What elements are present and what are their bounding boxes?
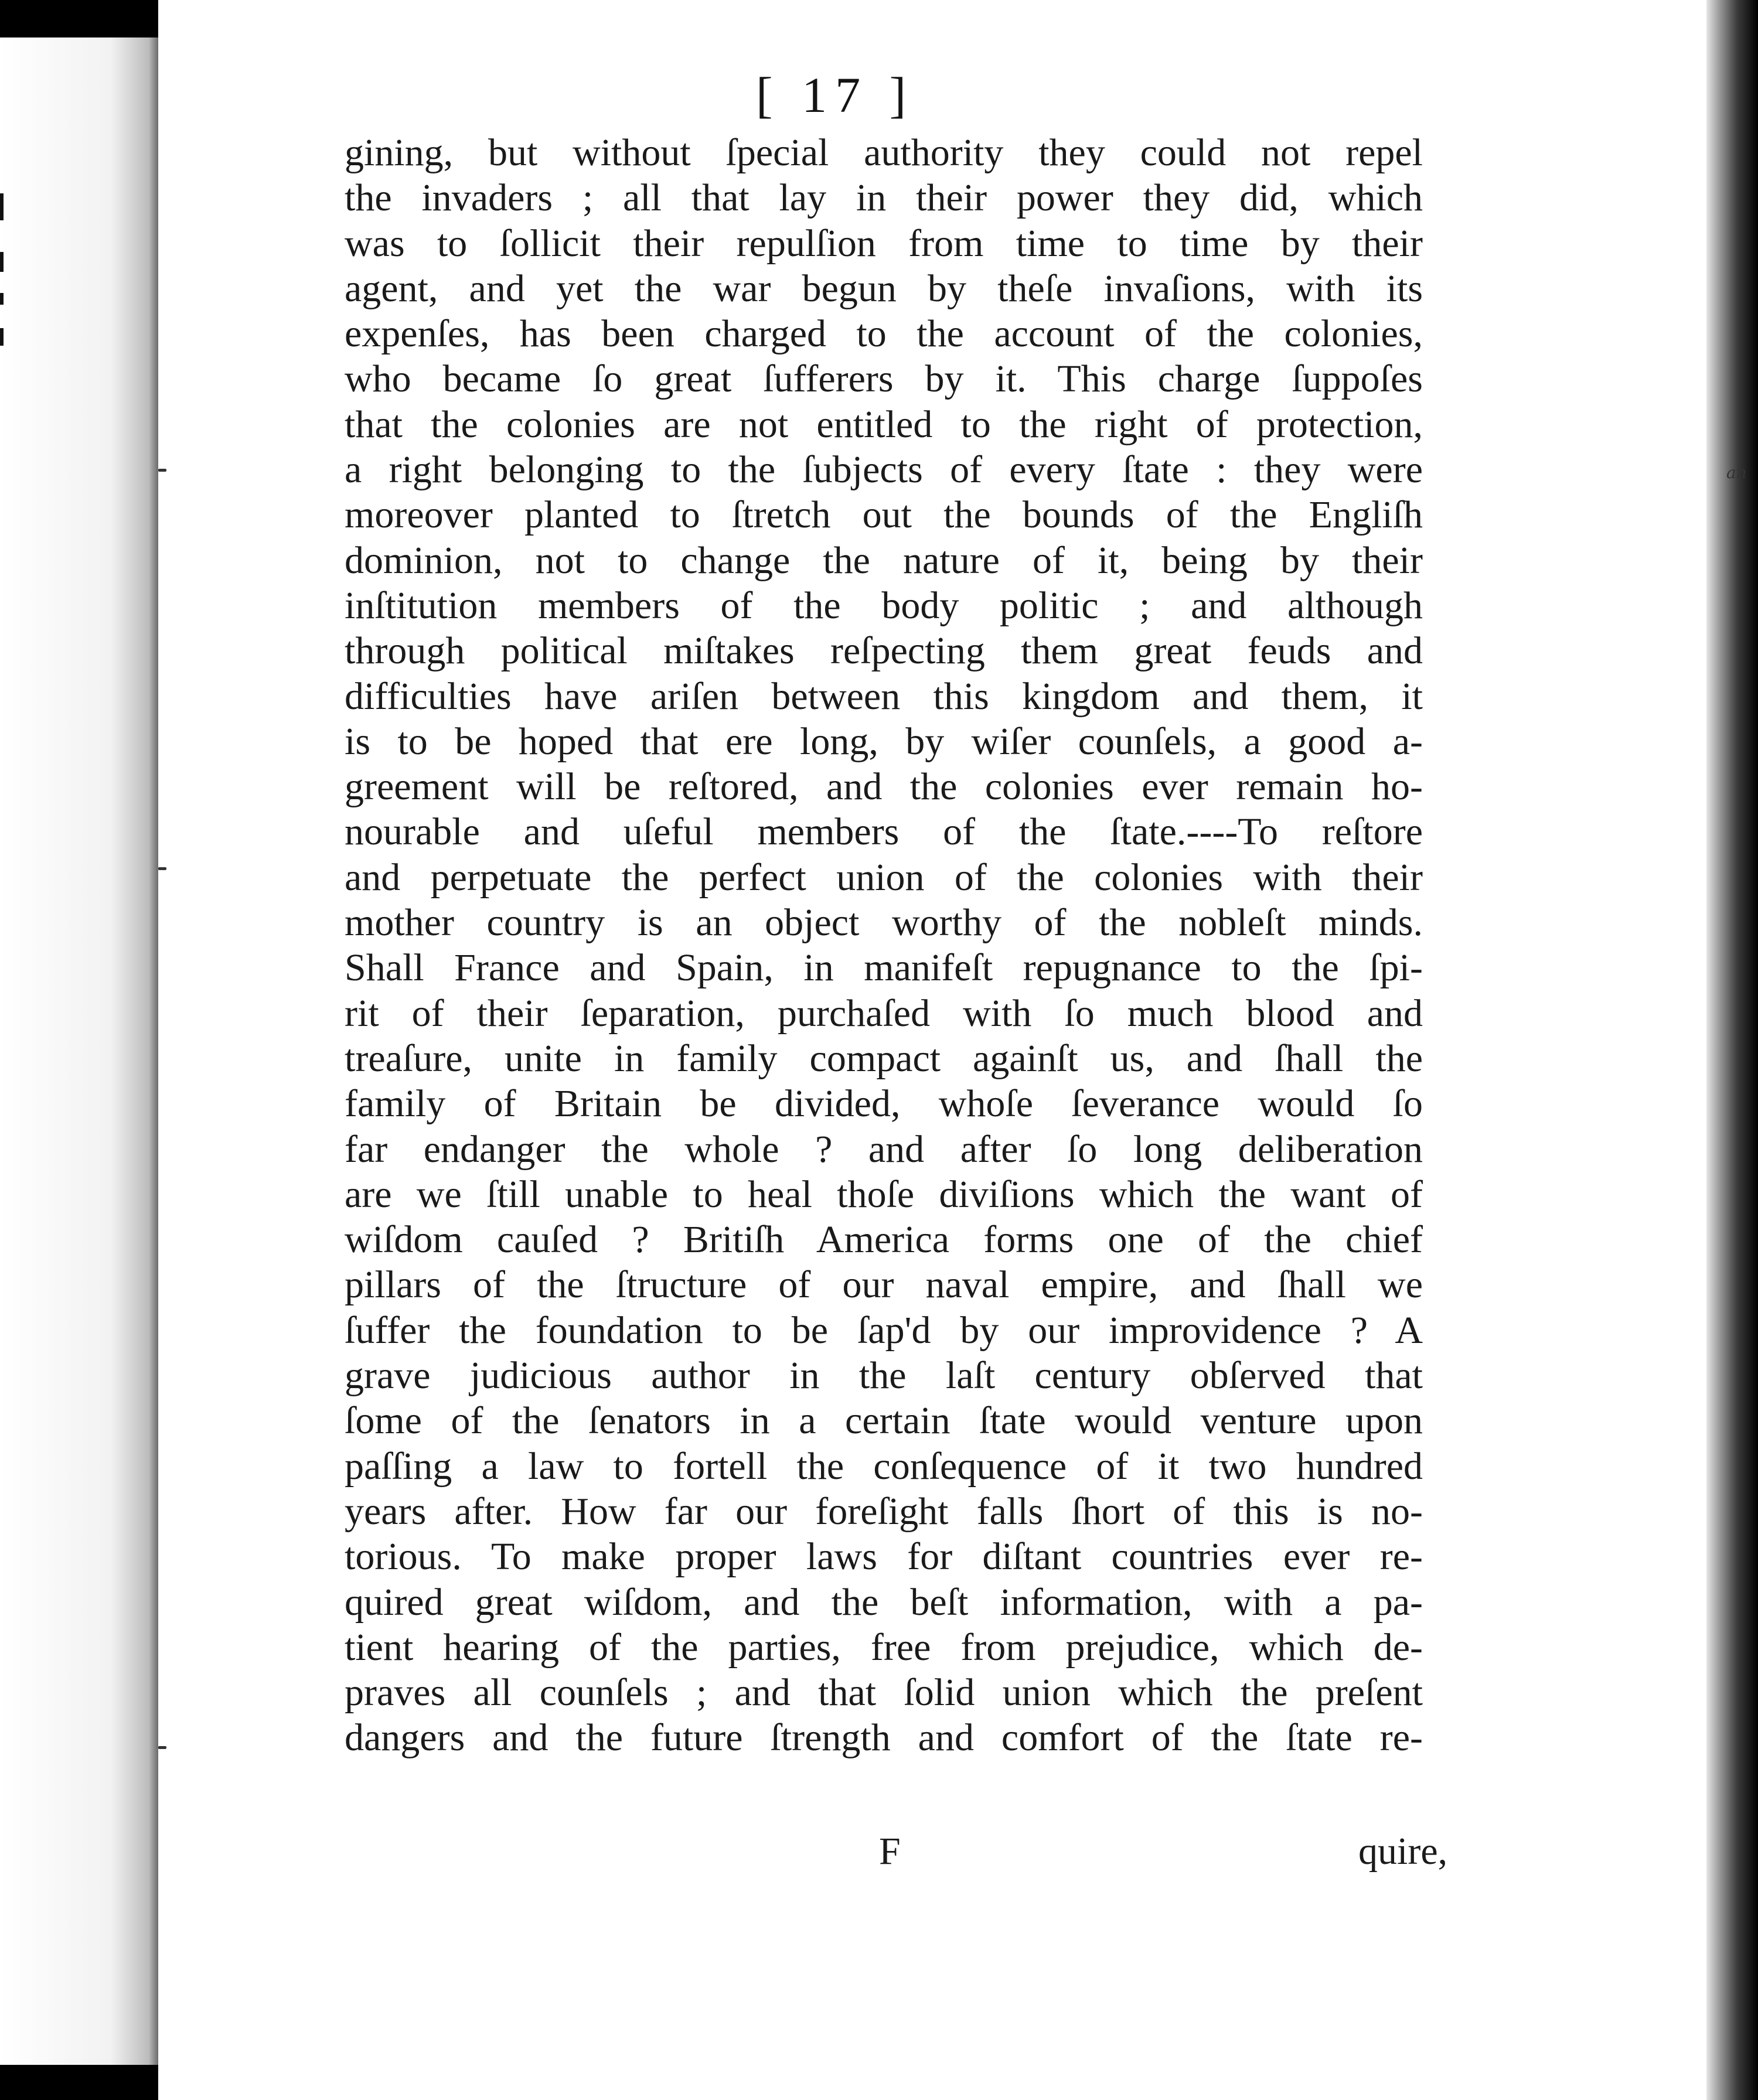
text-line: is to be hoped that ere long, by wiſer counſels, a good a- [345, 720, 1423, 763]
text-line: years after. How far our foreſight falls ſhort of this is no- [345, 1489, 1423, 1533]
text-line: through political miſtakes reſpecting them great feuds and [345, 629, 1423, 673]
text-line: mother country is an object worthy of the nobleſt minds. [345, 901, 1423, 945]
text-line: dominion, not to change the nature of it, being by their [345, 538, 1423, 582]
catchword: quire, [1358, 1830, 1448, 1873]
text-line: ſuffer the foundation to be ſap'd by our improvidence ? A [345, 1308, 1423, 1352]
text-line: treaſure, unite in family compact againſt us, and ſhall the [345, 1037, 1423, 1080]
margin-dot [158, 469, 166, 472]
text-line: who became ſo great ſufferers by it. This charge ſuppoſes [345, 357, 1423, 401]
text-line: Shall France and Spain, in manifeſt repugnance to the ſpi- [345, 946, 1423, 990]
left-margin-mark [0, 193, 4, 220]
text-line: quired great wiſdom, and the beſt information, with a pa- [345, 1580, 1423, 1624]
signature-mark: F [879, 1830, 901, 1873]
text-line: agent, and yet the war begun by theſe invaſions, with its [345, 267, 1423, 310]
left-facing-page [0, 38, 158, 2065]
text-line: are we ſtill unable to heal thoſe diviſions which the want of [345, 1172, 1423, 1216]
text-line: rit of their ſeparation, purchaſed with ſo much blood and [345, 991, 1423, 1035]
page-number-header: [ 17 ] [756, 67, 915, 123]
text-line: dangers and the future ſtrength and comfort of the ſtate re- [345, 1716, 1423, 1760]
text-line: praves all counſels ; and that ſolid union which the preſent [345, 1671, 1423, 1714]
left-margin-mark [0, 293, 4, 305]
text-line: wiſdom cauſed ? Britiſh America forms one of the chief [345, 1218, 1423, 1262]
body-text [345, 130, 1423, 1761]
left-margin-mark [0, 328, 4, 346]
text-line: pillars of the ſtructure of our naval empire, and ſhall we [345, 1263, 1423, 1307]
text-line: difficulties have ariſen between this kingdom and them, it [345, 674, 1423, 718]
text-line: ſome of the ſenators in a certain ſtate would venture upon [345, 1399, 1423, 1443]
page-edge-shadow [1706, 0, 1758, 2100]
text-line: that the colonies are not entitled to the right of protection, [345, 403, 1423, 446]
text-line: paſſing a law to fortell the conſequence of it two hundred [345, 1444, 1423, 1488]
text-line: far endanger the whole ? and after ſo long deliberation [345, 1127, 1423, 1171]
margin-bleed-text: an [1726, 463, 1747, 482]
text-line: and perpetuate the perfect union of the colonies with their [345, 855, 1423, 899]
text-line: a right belonging to the ſubjects of every ſtate : they were [345, 448, 1423, 492]
text-line: nourable and uſeful members of the ſtate.----To reſtore [345, 810, 1423, 854]
text-line: gining, but without ſpecial authority they could not repel [345, 131, 1423, 174]
margin-dot [158, 867, 166, 870]
text-line: expenſes, has been charged to the account of the colonies, [345, 312, 1423, 356]
text-line: family of Britain be divided, whoſe ſeverance would ſo [345, 1082, 1423, 1126]
text-line: torious. To make proper laws for diſtant countries ever re- [345, 1535, 1423, 1579]
text-line: moreover planted to ſtretch out the bounds of the Engliſh [345, 493, 1423, 537]
text-line: tient hearing of the parties, free from prejudice, which de- [345, 1625, 1423, 1669]
text-line: inſtitution members of the body politic ; and although [345, 584, 1423, 627]
margin-dot [158, 1746, 166, 1749]
text-line: greement will be reſtored, and the colonies ever remain ho- [345, 765, 1423, 809]
left-margin-mark [0, 252, 4, 272]
text-line: the invaders ; all that lay in their power they did, which [345, 176, 1423, 220]
text-line: was to ſollicit their repulſion from time to time by their [345, 221, 1423, 265]
text-line: grave judicious author in the laſt century obſerved that [345, 1354, 1423, 1397]
